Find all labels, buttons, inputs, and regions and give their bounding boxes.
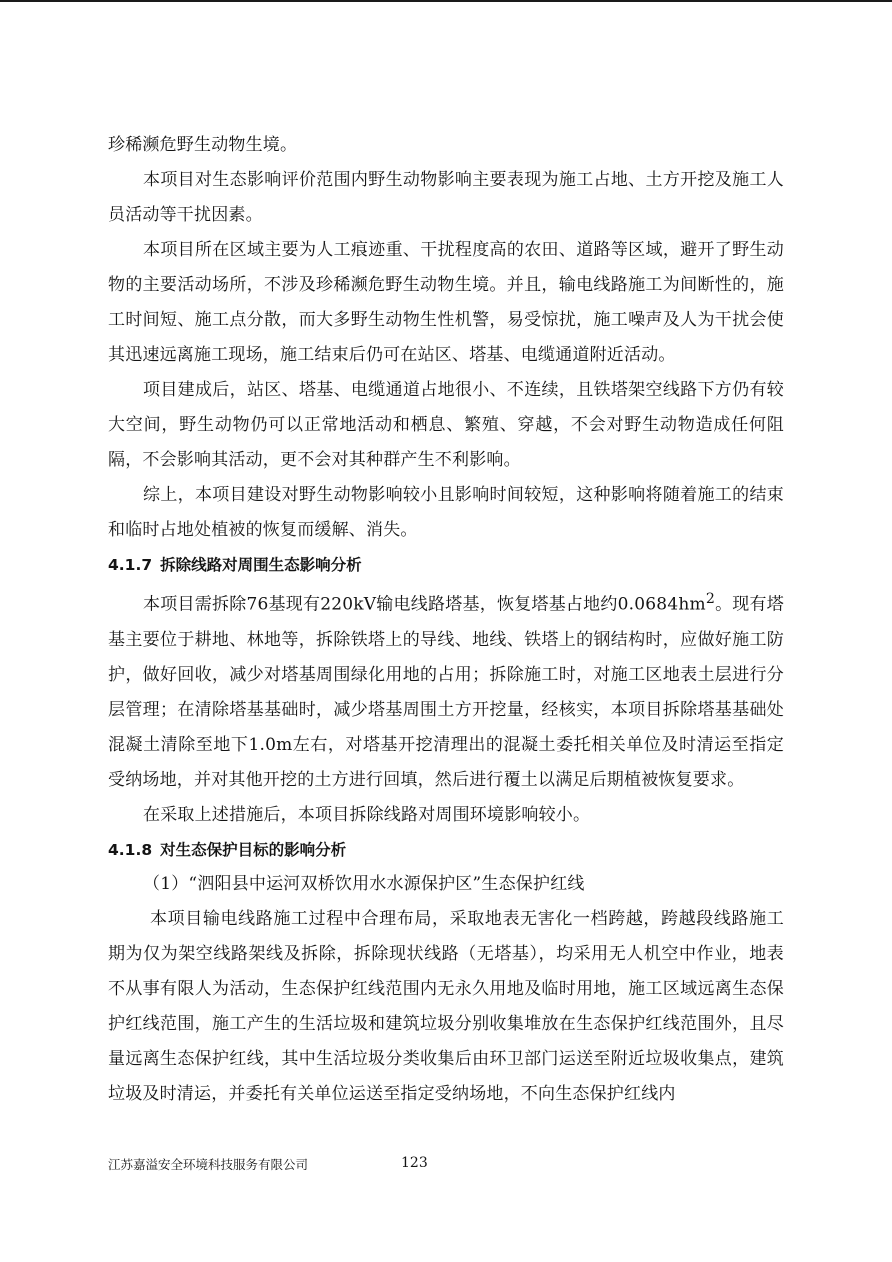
section-number: 4.1.7 <box>108 556 153 574</box>
superscript: 2 <box>705 591 716 607</box>
page-top-border <box>0 0 892 2</box>
paragraph: 在采取上述措施后，本项目拆除线路对周围环境影响较小。 <box>143 804 591 825</box>
paragraph: 综上，本项目建设对野生动物影响较小且影响时间较短，这种影响将随着施工的结束和临时占地处植被的恢复而缓解、消失。 <box>108 485 784 540</box>
document-body <box>108 128 784 1112</box>
section-title: 拆除线路对周围生态影响分析 <box>160 556 362 574</box>
paragraph: 本项目输电线路施工过程中合理布局，采取地表无害化一档跨越，跨越段线路施工期为仅为架空线路架线及拆除，拆除现状线路（无塔基），均采用无人机空中作业，地表不从事有限人为活动，生态保护红线范围内无永久用地及临时用地，施工区域远离生态保护红线范围，施工产生的生活垃圾和建筑垃圾分别收集堆放在生态保护红线范围外，且尽量远离生态保护红线，其中生活垃圾分类收集后由环卫部门运送至附近垃圾收集点，建筑垃圾及时清运，并委托有关单位运送至指定受纳场地，不向生态保护红线内 <box>108 908 784 1104</box>
list-item-heading: （1）“泗阳县中运河双桥饮用水水源保护区”生态保护红线 <box>143 873 585 894</box>
section-heading-4-1-8 <box>108 833 784 867</box>
paragraph: 项目建成后，站区、塔基、电缆通道占地很小、不连续，且铁塔架空线路下方仍有较大空间，野生动物仍可以正常地活动和栖息、繁殖、穿越，不会对野生动物造成任何阻隔，不会影响其活动，更不会对其种群产生不利影响。 <box>108 380 784 470</box>
paragraph-text: 。现有塔基主要位于耕地、林地等，拆除铁塔上的导线、地线、铁塔上的钢结构时，应做好施工防护，做好回收，减少对塔基周围绿化用地的占用；拆除施工时，对施工区地表土层进行分层管理；在清除塔基基础时，减少塔基周围土方开挖量，经核实，本项目拆除塔基基础处混凝土清除至地下1.0m左右，对塔基开挖清理出的混凝土委托相关单位及时清运至指定受纳场地，并对其他开挖的土方进行回填，然后进行覆土以满足后期植被恢复要求。 <box>108 594 784 790</box>
paragraph: 珍稀濒危野生动物生境。 <box>108 135 298 155</box>
paragraph: 本项目所在区域主要为人工痕迹重、干扰程度高的农田、道路等区域，避开了野生动物的主要活动场所，不涉及珍稀濒危野生动物生境。并且，输电线路施工为间断性的，施工时间短、施工点分散，而大多野生动物生性机警，易受惊扰，施工噪声及人为干扰会使其迅速远离施工现场，施工结束后仍可在站区、塔基、电缆通道附近活动。 <box>108 240 784 365</box>
paragraph: 本项目对生态影响评价范围内野生动物影响主要表现为施工占地、土方开挖及施工人员活动等干扰因素。 <box>108 170 784 225</box>
section-number: 4.1.8 <box>108 840 153 859</box>
page-footer <box>108 1155 784 1177</box>
paragraph <box>108 582 784 798</box>
page-number: 123 <box>401 1155 428 1171</box>
company-name: 江苏嘉溢安全环境科技服务有限公司 <box>108 1157 309 1172</box>
section-title: 对生态保护目标的影响分析 <box>160 840 347 859</box>
paragraph-text: 本项目需拆除76基现有220kV输电线路塔基，恢复塔基占地约0.0684hm <box>143 594 706 615</box>
section-heading-4-1-7 <box>108 548 784 582</box>
